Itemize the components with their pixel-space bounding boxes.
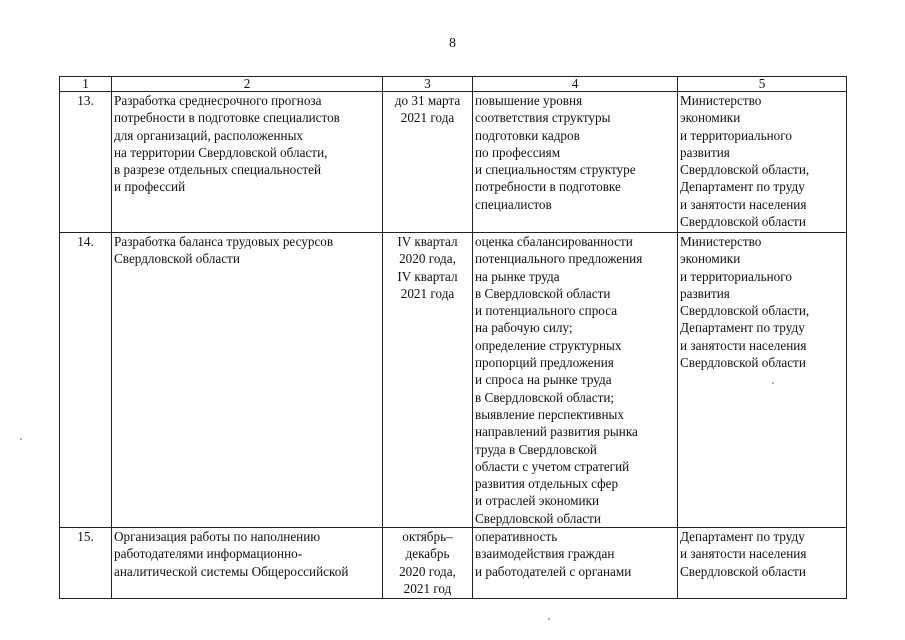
result-line: повышение уровня — [475, 93, 583, 108]
task-line: потребности в подготовке специалистов — [114, 110, 340, 126]
result-line: труда в Свердловской — [475, 441, 597, 457]
result-line: взаимодействия граждан — [475, 546, 615, 562]
result-line: в Свердловской области; — [475, 389, 615, 405]
scan-speck — [772, 382, 774, 384]
row-number: 15. — [60, 528, 112, 599]
result-line: по профессиям — [475, 144, 561, 160]
task-cell — [112, 528, 383, 599]
responsible-line: Свердловской области — [680, 214, 806, 230]
result-line: развития отдельных сфер — [475, 476, 619, 492]
responsible-line: Свердловской области — [680, 355, 806, 371]
task-line: аналитической системы Общероссийской — [114, 563, 349, 579]
result-cell — [473, 92, 678, 233]
period-line: декабрь — [405, 546, 450, 562]
page-number: 8 — [449, 36, 456, 51]
table-row — [60, 92, 847, 233]
period-line: 2020 года, — [399, 251, 456, 267]
responsible-line: и территориального — [680, 127, 792, 143]
period-line: 2020 года, — [399, 563, 456, 579]
row-number: 14. — [60, 233, 112, 528]
task-line: на территории Свердловской области, — [114, 144, 328, 160]
result-line: на рынке труда — [475, 268, 560, 284]
result-line: на рабочую силу; — [475, 320, 573, 336]
task-line: работодателями информационно- — [114, 546, 303, 562]
table-row — [60, 233, 847, 528]
responsible-line: и территориального — [680, 268, 792, 284]
task-line: и профессий — [114, 179, 186, 195]
table-header-row — [60, 77, 847, 92]
scan-speck — [20, 438, 22, 440]
task-cell — [112, 92, 383, 233]
result-line: и специальностям структуре — [475, 162, 636, 178]
period-cell — [383, 528, 473, 599]
responsible-line: и занятости населения — [680, 196, 807, 212]
responsible-line: развития — [680, 144, 730, 160]
measures-table — [59, 76, 847, 599]
period-line: октябрь– — [402, 529, 453, 545]
column-header-1: 1 — [60, 77, 112, 92]
result-line: потенциального предложения — [475, 251, 643, 267]
responsible-line: экономики — [680, 251, 741, 267]
task-line: Свердловской области — [114, 251, 240, 267]
task-line: Разработка баланса трудовых ресурсов — [114, 234, 334, 249]
result-line: соответствия структуры — [475, 110, 611, 126]
period-line: IV квартал — [397, 234, 458, 249]
table-row — [60, 528, 847, 599]
task-line: Организация работы по наполнению — [114, 529, 321, 545]
column-header-5: 5 — [678, 77, 847, 92]
result-line: направлений развития рынка — [475, 424, 638, 440]
result-line: Свердловской области — [475, 510, 601, 526]
responsible-line: и занятости населения — [680, 337, 807, 353]
result-line: и отраслей экономики — [475, 493, 600, 509]
responsible-line: Департамент по труду — [680, 179, 805, 195]
result-line: оперативность — [475, 529, 558, 545]
result-line: пропорций предложения — [475, 355, 614, 371]
responsible-line: Свердловской области, — [680, 162, 810, 178]
period-line: 2021 года — [400, 110, 455, 126]
result-cell — [473, 528, 678, 599]
result-line: подготовки кадров — [475, 127, 580, 143]
period-line: 2021 года — [400, 285, 455, 301]
responsible-line: Министерство — [680, 93, 762, 108]
responsible-line: Свердловской области — [680, 563, 806, 579]
result-line: и работодателей с органами — [475, 563, 632, 579]
result-line: оценка сбалансированности — [475, 234, 633, 249]
result-line: и спроса на рынке труда — [475, 372, 612, 388]
result-line: определение структурных — [475, 337, 622, 353]
responsible-cell — [678, 233, 847, 528]
period-cell — [383, 233, 473, 528]
task-line: для организаций, расположенных — [114, 127, 304, 143]
task-line: в разрезе отдельных специальностей — [114, 162, 322, 178]
task-line: Разработка среднесрочного прогноза — [114, 93, 322, 108]
period-line: до 31 марта — [394, 93, 461, 108]
period-cell — [383, 92, 473, 233]
result-line: и потенциального спроса — [475, 303, 618, 319]
responsible-line: Свердловской области, — [680, 303, 810, 319]
responsible-line: Министерство — [680, 234, 762, 249]
scan-speck — [548, 618, 550, 620]
period-line: 2021 год — [403, 580, 452, 596]
responsible-cell — [678, 528, 847, 599]
result-line: области с учетом стратегий — [475, 458, 630, 474]
responsible-line: развития — [680, 285, 730, 301]
responsible-line: Департамент по труду — [680, 320, 805, 336]
column-header-2: 2 — [112, 77, 383, 92]
responsible-line: и занятости населения — [680, 546, 807, 562]
column-header-4: 4 — [473, 77, 678, 92]
responsible-cell — [678, 92, 847, 233]
result-cell — [473, 233, 678, 528]
result-line: специалистов — [475, 196, 552, 212]
result-line: выявление перспективных — [475, 406, 624, 422]
row-number: 13. — [60, 92, 112, 233]
column-header-3: 3 — [383, 77, 473, 92]
result-line: потребности в подготовке — [475, 179, 621, 195]
task-cell — [112, 233, 383, 528]
period-line: IV квартал — [397, 268, 458, 284]
responsible-line: Департамент по труду — [680, 529, 805, 545]
responsible-line: экономики — [680, 110, 741, 126]
result-line: в Свердловской области — [475, 285, 611, 301]
